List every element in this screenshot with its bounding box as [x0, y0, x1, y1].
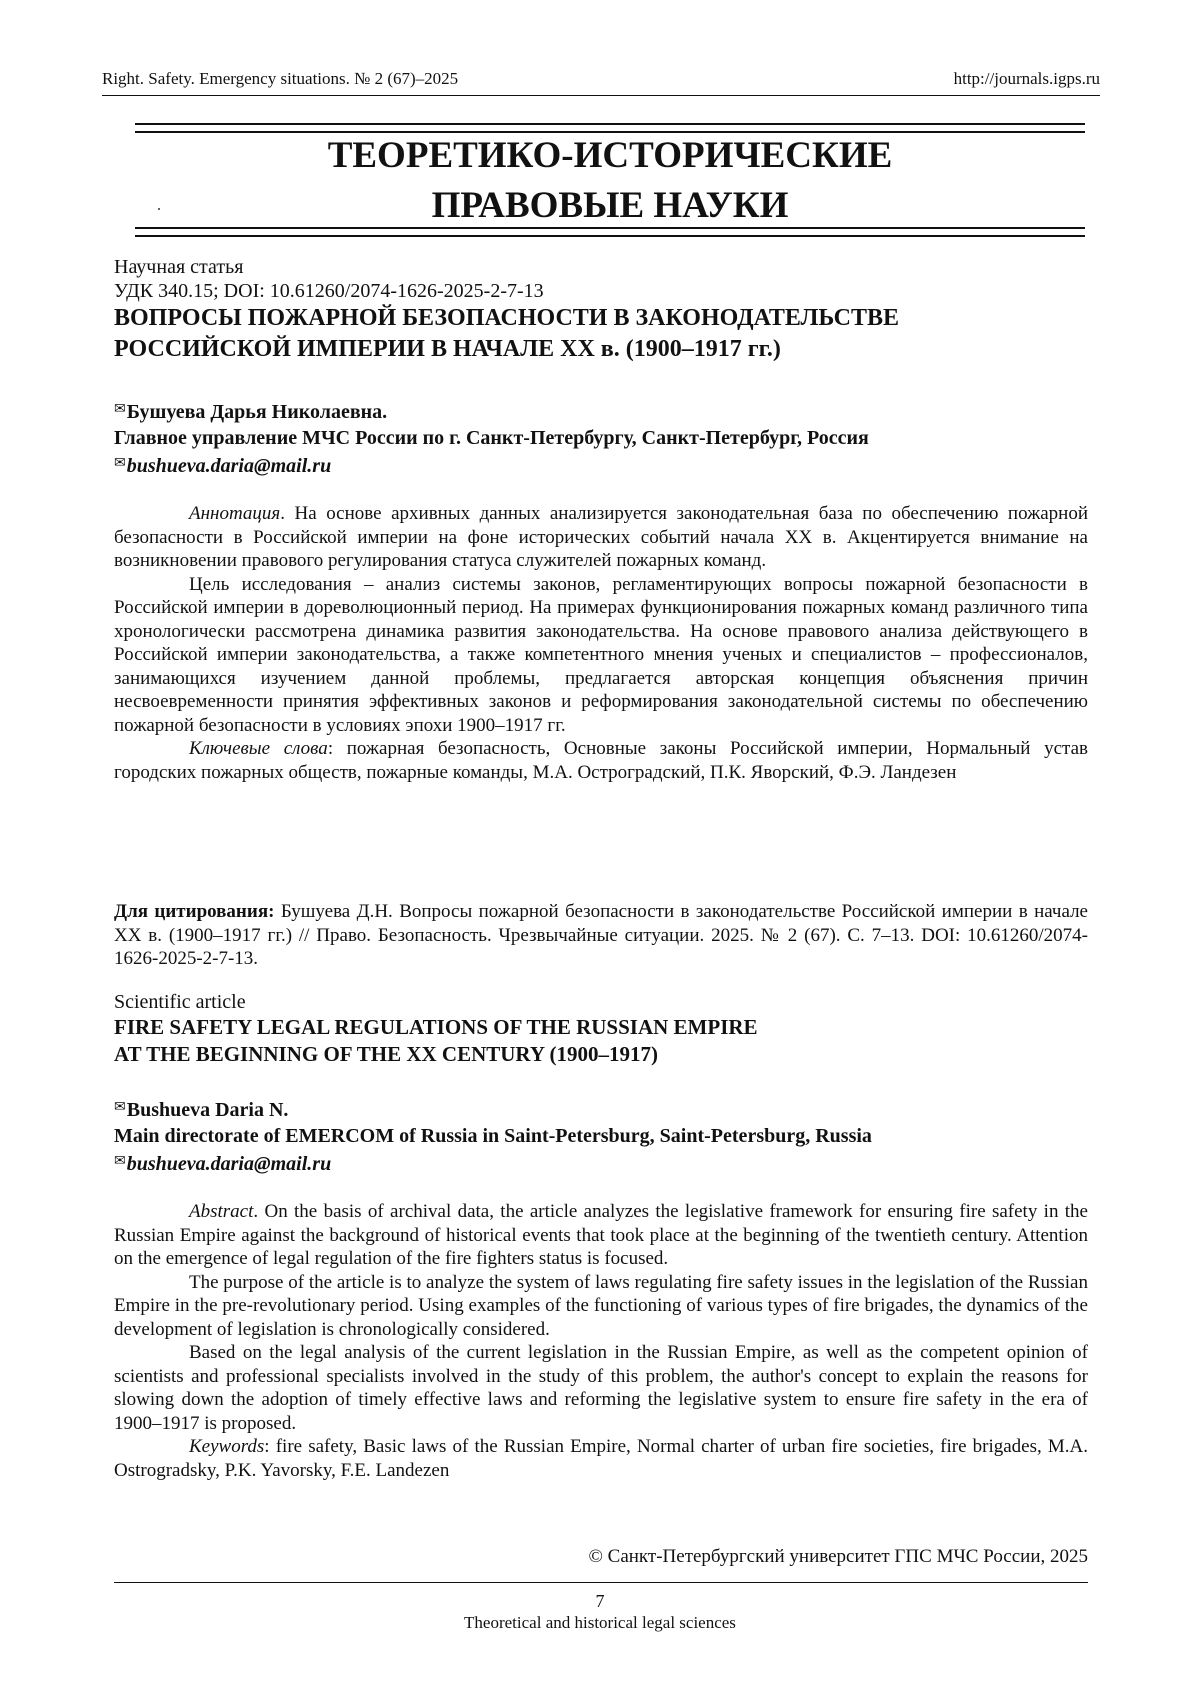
en-keywords-label: Keywords — [189, 1436, 265, 1457]
envelope-icon: ✉ — [114, 402, 126, 417]
en-affiliation: Main directorate of EMERCOM of Russia in Saint-Petersburg, Saint-Petersburg, Russia — [114, 1125, 872, 1147]
section-title-line2: ПРАВОВЫЕ НАУКИ — [431, 185, 789, 226]
en-keywords: Keywords: fire safety, Basic laws of the Russian Empire, Normal charter of urban fire societies, fire brigades, M.A. Ostrogradsky, P.K. Yavorsky, F.E. Landezen — [114, 1436, 1088, 1481]
footer-section-title: Theoretical and historical legal sciences — [464, 1613, 736, 1632]
page-number: 7 — [595, 1591, 605, 1611]
en-title-line1: FIRE SAFETY LEGAL REGULATIONS OF THE RUSSIAN EMPIRE — [114, 1015, 758, 1039]
en-author-block — [114, 1095, 1088, 1177]
en-abstract-p3: Based on the legal analysis of the current legislation in the Russian Empire, as well as the competent opinion of scientists and professional specialists involved in the study of this problem, the author's concept to explain the reasons for slowing down the adoption of timely effective laws and reforming the legislative system to ensure fire safety in the era of 1900–1917 is proposed. — [114, 1342, 1088, 1434]
citation-label: Для цитирования: — [114, 901, 275, 922]
journal-name: Right. Safety. Emergency situations. № 2 (67)–2025 — [102, 69, 459, 88]
ru-article-type: Научная статья — [114, 256, 244, 278]
citation: Для цитирования: Бушуева Д.Н. Вопросы пожарной безопасности в законодательстве Российской империи в начале XX в. (1900–1917 гг.) // Право. Безопасность. Чрезвычайные ситуации. 2025. № 2 (67). С. 7–13. DOI: 10.61260/2074-1626-2025-2-7-13. — [114, 901, 1088, 969]
en-email-line — [114, 1149, 1088, 1177]
en-abstract-label: Abstract — [189, 1201, 254, 1222]
running-header — [102, 68, 1100, 90]
en-email[interactable]: bushueva.daria@mail.ru — [126, 1153, 332, 1175]
ru-article-heading — [114, 255, 1088, 365]
ru-email-line — [114, 451, 1088, 479]
ru-keywords: Ключевые слова: пожарная безопасность, Основные законы Российской империи, Нормальный устав городских пожарных обществ, пожарные команды, М.А. Остроградский, П.К. Яворский, Ф.Э. Ландезен — [114, 738, 1088, 783]
en-article-type: Scientific article — [114, 991, 246, 1013]
en-abstract-p1: Abstract. On the basis of archival data, the article analyzes the legislative framework for ensuring fire safety in the Russian Empire against the background of historical events that took place at the beginning of the twentieth century. Attention on the emergence of legal regulation of the fire fighters status is focused. — [114, 1201, 1088, 1269]
footer-rule — [114, 1582, 1088, 1583]
ru-affiliation: Главное управление МЧС России по г. Санкт-Петербургу, Санкт-Петербург, Россия — [114, 427, 869, 449]
envelope-icon: ✉ — [114, 456, 126, 471]
header-rule — [102, 95, 1100, 96]
ru-author-block — [114, 397, 1088, 479]
ru-email[interactable]: bushueva.daria@mail.ru — [126, 455, 332, 477]
ru-udc-doi: УДК 340.15; DOI: 10.61260/2074-1626-2025-2-7-13 — [114, 280, 544, 302]
ru-abstract-p2: Цель исследования – анализ системы законов, регламентирующих вопросы пожарной безопасности в Российской империи в дореволюционный период. На примерах функционирования пожарных команд различного типа хронологически рассмотрена динамика развития законодательства. На основе правового анализа действующего в Российской империи законодательства, а также компетентного мнения ученых и специалистов – профессионалов, занимающихся изучением данной проблемы, предлагается авторская концепция объяснения причин несвоевременности принятия эффективных законов и реформирования законодательной системы по обеспечению пожарной безопасности в условиях эпохи 1900–1917 гг. — [114, 573, 1088, 736]
journal-url[interactable]: http://journals.igps.ru — [953, 69, 1100, 88]
ru-title-line2: РОССИЙСКОЙ ИМПЕРИИ В НАЧАЛЕ XX в. (1900–1917 гг.) — [114, 336, 781, 362]
section-title-line1: ТЕОРЕТИКО-ИСТОРИЧЕСКИЕ — [327, 135, 893, 176]
section-double-rule-bottom — [135, 227, 1085, 237]
copyright: © Санкт-Петербургский университет ГПС МЧС России, 2025 — [588, 1546, 1088, 1567]
ru-abstract-label: Аннотация — [189, 503, 281, 524]
en-article-heading — [114, 990, 1088, 1068]
en-abstract — [114, 1200, 1088, 1482]
envelope-icon: ✉ — [114, 1154, 126, 1169]
section-title — [135, 131, 1085, 231]
ru-author-line — [114, 397, 1088, 425]
en-author-name: Bushueva Daria N. — [126, 1099, 289, 1121]
ru-abstract-p1: Аннотация. На основе архивных данных анализируется законодательная база по обеспечению пожарной безопасности в Российской империи на фоне исторических событий начала XX в. Акцентируется внимание на возникновении правового регулирования статуса служителей пожарных команд. — [114, 503, 1088, 571]
ru-keywords-label: Ключевые слова — [189, 738, 328, 759]
en-abstract-p2: The purpose of the article is to analyze the system of laws regulating fire safety issues in the legislation of the Russian Empire in the pre-revolutionary period. Using examples of the functioning of various types of fire brigades, the dynamics of the development of legislation is chronologically considered. — [114, 1271, 1088, 1340]
citation-block — [114, 900, 1088, 971]
en-author-line — [114, 1095, 1088, 1123]
ru-abstract — [114, 502, 1088, 784]
envelope-icon: ✉ — [114, 1100, 126, 1115]
ru-title-line1: ВОПРОСЫ ПОЖАРНОЙ БЕЗОПАСНОСТИ В ЗАКОНОДАТЕЛЬСТВЕ — [114, 305, 900, 331]
ru-author-name: Бушуева Дарья Николаевна. — [126, 401, 388, 423]
decorative-dot — [158, 208, 160, 210]
en-title-line2: AT THE BEGINNING OF THE XX CENTURY (1900–1917) — [114, 1042, 658, 1066]
